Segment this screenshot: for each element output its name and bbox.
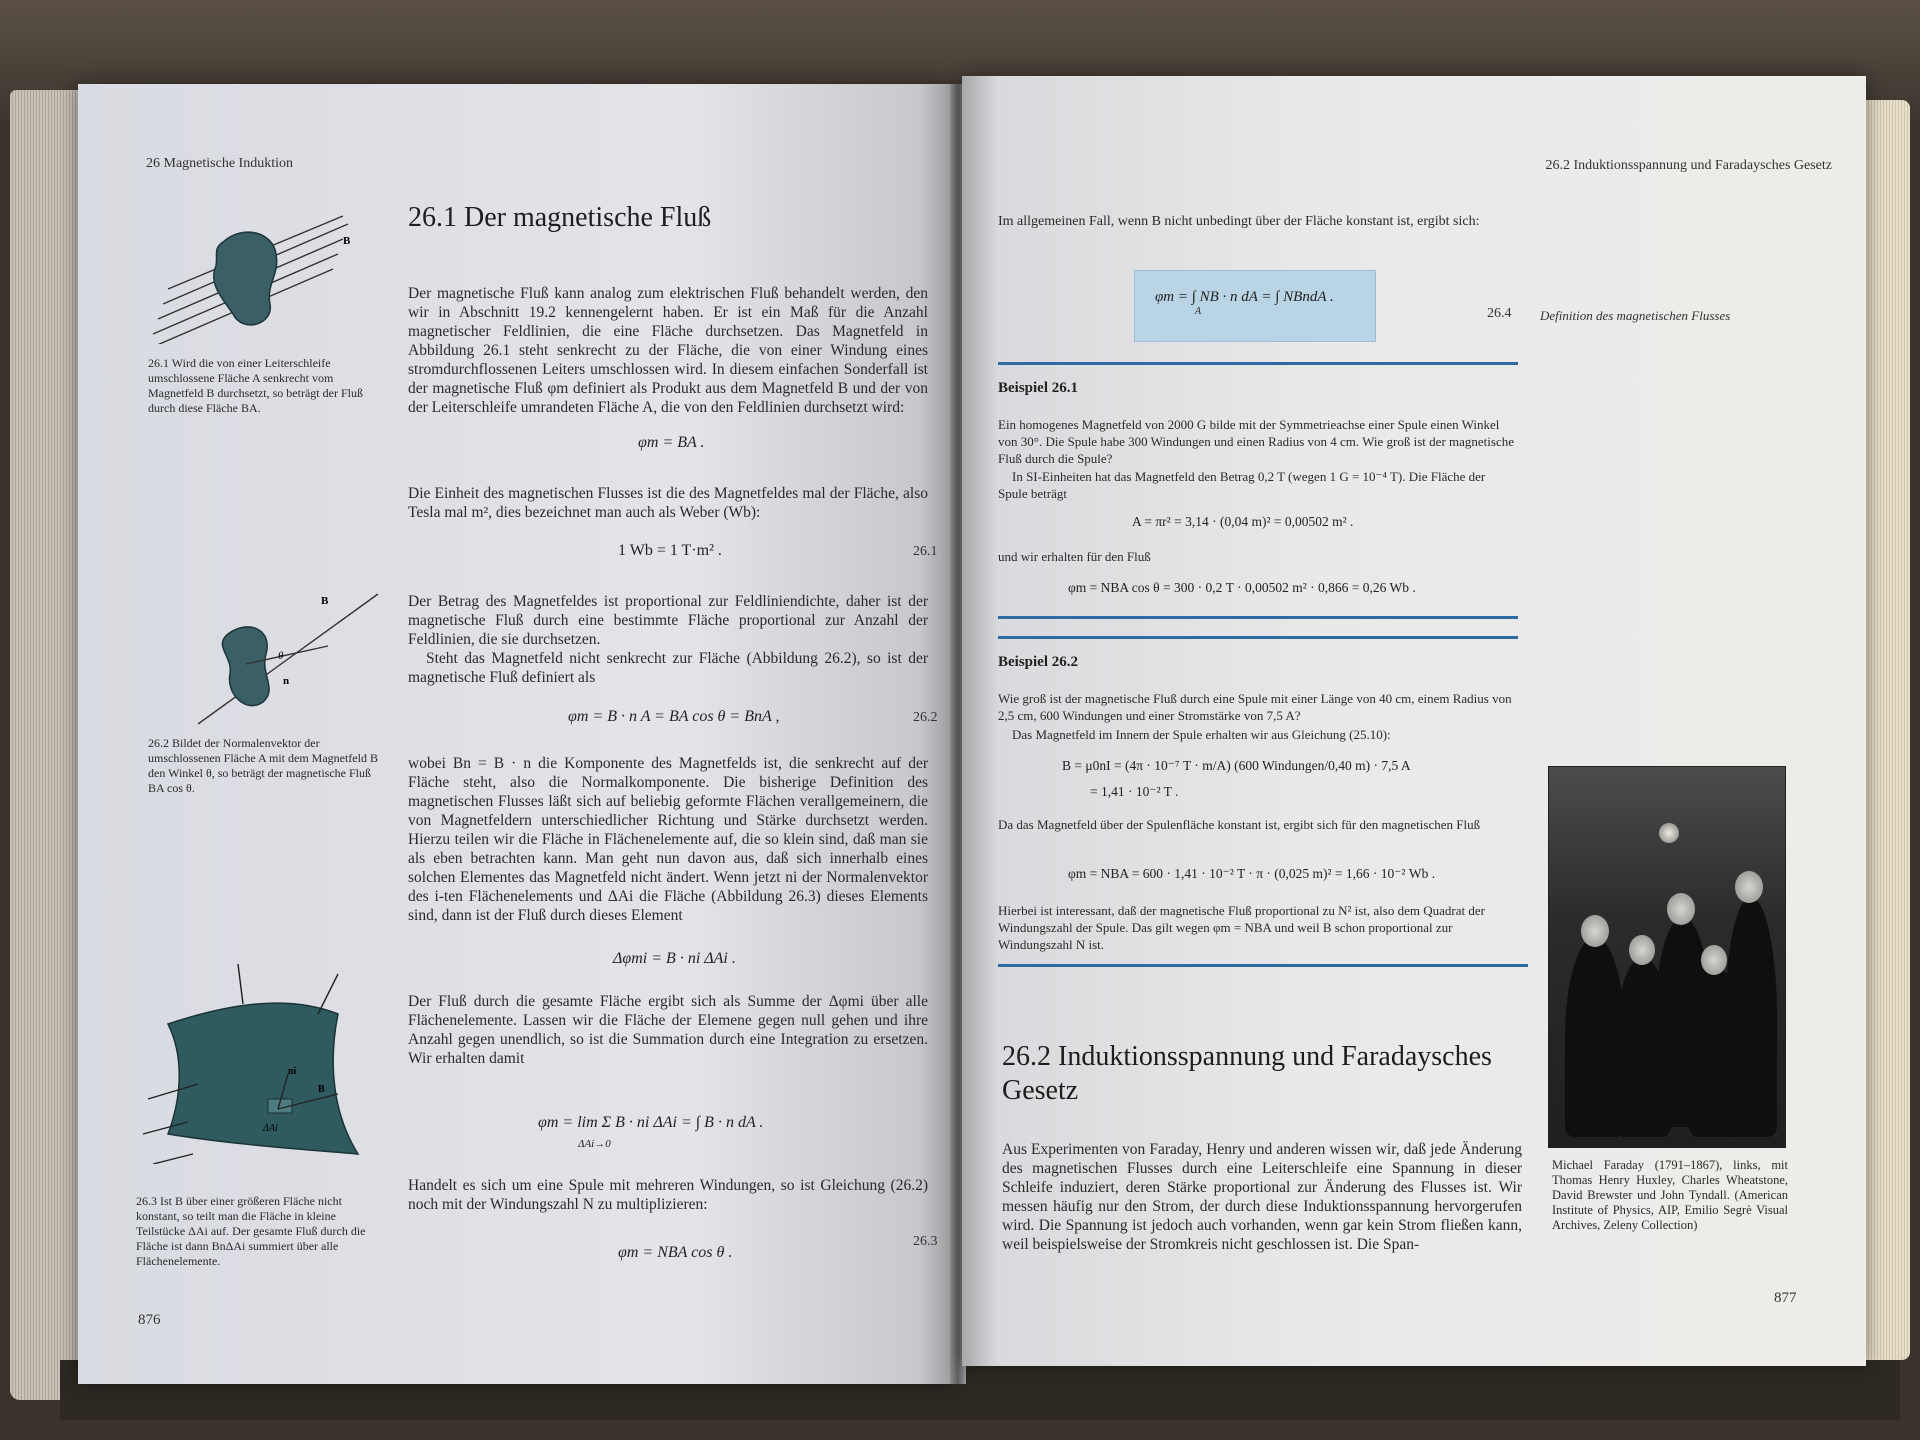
example-rule-top <box>998 362 1518 365</box>
intro-text: Im allgemeinen Fall, wenn B nicht unbedingt über der Fläche konstant ist, ergibt sich: <box>998 214 1480 229</box>
equation-number-26-3: 26.3 <box>913 1234 938 1249</box>
running-head-left: 26 Magnetische Induktion <box>146 156 293 171</box>
fig3-label-b: B <box>318 1084 325 1095</box>
formula-weber: 1 Wb = 1 T·m² . <box>618 542 722 559</box>
historical-photo <box>1548 766 1786 1148</box>
example-26-1-title: Beispiel 26.1 <box>998 380 1079 396</box>
formula-integral: φm = lim Σ B · ni ΔAi = ∫ B · n dA . <box>538 1114 764 1131</box>
example-26-2-text-4: Hierbei ist interessant, daß der magnetische Fluß proportional zu N² ist, also dem Quadrat der Windungszahl der Spule. Das gilt wegen φm = NBA und weil B schon proportional zur Windungszahl N ist. <box>998 903 1485 952</box>
running-head-right: 26.2 Induktionsspannung und Faradaysches Gesetz <box>1545 158 1832 173</box>
section-26-2-paragraph: Aus Experimenten von Faraday, Henry und anderen wissen wir, daß jede Änderung des magnetischen Flusses durch eine Leiterschleife eine Spannung in dieser Schleife induziert, deren Stärke proportional zur Änderung des Flusses ist. Wir messen häufig nur den Strom, der durch diese Induktionsspannung hervorgerufen wird. Die Spannung ist jedoch auch vorhanden, wenn gar kein Strom fließen kann, weil beispielsweise der Stromkreis nicht geschlossen ist. Die Span- <box>1002 1141 1522 1253</box>
example-26-2-text-3: Da das Magnetfeld über der Spulenfläche konstant ist, ergibt sich für den magnetischen Fluß <box>998 817 1481 832</box>
paragraph-6: Der Fluß durch die gesamte Fläche ergibt sich als Summe der Δφmi über alle Flächenelemente. Lassen wir die Fläche der Elemene gegen null gehen und ihre Anzahl gegen unendlich, so ist die Summation durch eine Integration zu ersetzen. Wir erhalten damit <box>408 993 928 1067</box>
normal-arrow <box>318 974 338 1014</box>
margin-note-definition: Definition des magnetischen Flusses <box>1540 308 1731 323</box>
section-title-26-2: 26.2 Induktionsspannung und Faradaysches Gesetz <box>1002 1041 1492 1106</box>
loop-area-shape <box>214 232 277 325</box>
person-face <box>1629 935 1655 965</box>
person-face <box>1701 945 1727 975</box>
person-face <box>1667 893 1695 925</box>
fig2-label-b: B <box>321 595 329 607</box>
caption-26-2: 26.2 Bildet der Normalenvektor der umschlossenen Fläche A mit dem Magnetfeld B den Winkel θ, so beträgt der magnetische Fluß BA cos θ. <box>148 736 378 795</box>
figure-26-3 <box>138 964 388 1164</box>
paragraph-3: Der Betrag des Magnetfeldes ist proportional zur Feldliniendichte, daher ist der magnetische Fluß durch eine bestimmte Fläche proportional zur Anzahl der Feldlinien, die sie durchsetzen. <box>408 593 928 648</box>
formula-delta-phi: Δφmi = B · ni ΔAi . <box>613 950 736 967</box>
fig2-label-theta: θ <box>278 650 284 662</box>
equation-number-26-4: 26.4 <box>1487 306 1512 321</box>
figure-26-2 <box>188 584 388 734</box>
fig2-label-n: n <box>283 675 290 687</box>
example-26-2-text-1: Wie groß ist der magnetische Fluß durch eine Spule mit einer Länge von 40 cm, einem Radius von 2,5 cm, 600 Windungen und einer Stromstärke von 7,5 A? <box>998 691 1512 723</box>
paragraph-2: Die Einheit des magnetischen Flusses ist die des Magnetfeldes mal der Fläche, also Tesla mal m², dies bezeichnet man auch als Weber (Wb): <box>408 485 928 521</box>
field-arrow <box>153 1154 193 1164</box>
example-rule-bottom <box>998 616 1518 619</box>
example-26-1-text-3: und wir erhalten für den Fluß <box>998 549 1151 564</box>
page-number-left: 876 <box>138 1312 161 1328</box>
formula-phi-ba: φm = BA . <box>638 434 705 451</box>
book-page-edges-right <box>1860 100 1910 1360</box>
formula-nba-cos: φm = NBA cos θ . <box>618 1244 733 1261</box>
page-number-right: 877 <box>1774 1290 1797 1306</box>
boxed-formula: φm = ∫ NB · n dA = ∫ NBndA . <box>1155 289 1334 305</box>
example-26-2-formula-2: = 1,41 · 10⁻² T . <box>1090 784 1179 799</box>
example-26-1-formula-1: A = πr² = 3,14 · (0,04 m)² = 0,00502 m² . <box>1132 514 1354 529</box>
caption-26-3: 26.3 Ist B über einer größeren Fläche nicht konstant, so teilt man die Fläche in kleine Teilstücke ΔAi auf. Der gesamte Fluß durch die Fläche ist dann BnΔAi summiert über alle Flächenelemente. <box>136 1194 366 1268</box>
formula-limit-subscript: ΔAi→0 <box>578 1138 611 1150</box>
example-26-1-formula-2: φm = NBA cos θ = 300 · 0,2 T · 0,00502 m² · 0,866 = 0,26 Wb . <box>1068 580 1416 595</box>
photo-caption: Michael Faraday (1791–1867), links, mit Thomas Henry Huxley, Charles Wheatstone, David Brewster und John Tyndall. (American Institute of Physics, AIP, Emilio Segrè Visual Archives, Zeleny Collection) <box>1552 1158 1788 1232</box>
normal-arrow <box>238 964 243 1004</box>
person-silhouette <box>1725 897 1777 1137</box>
example-26-2-formula-3: φm = NBA = 600 · 1,41 · 10⁻² T · π · (0,025 m)² = 1,66 · 10⁻² Wb . <box>1068 866 1436 881</box>
example-rule-top-2 <box>998 636 1518 639</box>
definition-box <box>1134 270 1376 342</box>
example-26-1-text-2: In SI-Einheiten hat das Magnetfeld den Betrag 0,2 T (wegen 1 G = 10⁻⁴ T). Die Fläche der Spule beträgt <box>998 469 1486 501</box>
lamp-glow <box>1659 823 1679 843</box>
paragraph-7: Handelt es sich um eine Spule mit mehreren Windungen, so ist Gleichung (26.2) noch mit der Windungszahl N zu multiplizieren: <box>408 1177 928 1213</box>
paragraph-5: wobei Bn = B · n die Komponente des Magnetfelds ist, die senkrecht auf der Fläche steht, also die Normalkomponente. Die bisherige Definition des magnetischen Flusses läßt sich auf beliebig geformte Flächen verallgemeinern, die von Magnetfeldern unterschiedlicher Richtung und Stärke durchsetzt werden. Hierzu teilen wir die Fläche in Flächenelemente auf, die so klein sind, daß man sie als eben betrachten kann. Man geht nun davon aus, daß sich innerhalb eines solchen Elementes das Magnetfeld nicht ändert. Wenn jetzt ni der Normalenvektor des i-ten Flächenelements und ΔAi die Fläche (Abbildung 26.3) dieses Elements sind, dann ist der Fluß durch dieses Element <box>408 755 928 924</box>
boxed-formula-subscript: A <box>1195 306 1202 317</box>
example-26-1-text-1: Ein homogenes Magnetfeld von 2000 G bilde mit der Symmetrieachse einer Spule einen Winkel von 30°. Die Spule habe 300 Windungen und einen Radius von 4 cm. Wie groß ist der magnetische Fluß durch die Spule? <box>998 417 1514 466</box>
figure-26-1 <box>148 214 358 344</box>
formula-phi-cos: φm = B · n A = BA cos θ = BnA , <box>568 708 780 725</box>
tilted-area-shape <box>222 627 269 706</box>
paragraph-4: Steht das Magnetfeld nicht senkrecht zur Fläche (Abbildung 26.2), so ist der magnetische Fluß definiert als <box>408 650 928 686</box>
right-page <box>962 76 1866 1366</box>
fig1-label-b: B <box>343 235 351 247</box>
left-page <box>78 84 954 1384</box>
example-26-2-formula-1: B = μ0nI = (4π · 10⁻⁷ T · m/A) (600 Windungen/0,40 m) · 7,5 A <box>1062 758 1411 773</box>
person-face <box>1735 871 1763 903</box>
fig3-label-n: ni <box>288 1066 297 1077</box>
paragraph-1: Der magnetische Fluß kann analog zum elektrischen Fluß behandelt werden, den wir in Abschnitt 19.2 kennengelernt haben. Er ist ein Maß für die Anzahl magnetischer Feldlinien, die eine Fläche durchsetzen. Das Magnetfeld in Abbildung 26.1 steht senkrecht zu der Fläche, die von einer Windung eines stromdurchflossenen Leiters umschlossen wird. In diesem einfachen Sonderfall ist der magnetische Fluß φm definiert als Produkt aus dem Magnetfeld B und der von der Leiterschleife umrandeten Fläche A, die von den Feldlinien durchsetzt wird: <box>408 285 928 416</box>
equation-number-26-2: 26.2 <box>913 710 938 725</box>
person-face <box>1581 915 1609 947</box>
example-rule-bottom-2 <box>998 964 1528 967</box>
example-26-2-title: Beispiel 26.2 <box>998 654 1079 670</box>
example-26-2-text-2: Das Magnetfeld im Innern der Spule erhalten wir aus Gleichung (25.10): <box>1012 727 1391 742</box>
caption-26-1: 26.1 Wird die von einer Leiterschleife umschlossene Fläche A senkrecht vom Magnetfeld B durchsetzt, so beträgt der Fluß durch diese Fläche BA. <box>148 356 363 415</box>
section-title-26-1: 26.1 Der magnetische Fluß <box>408 202 712 233</box>
field-arrow <box>198 594 378 724</box>
fig3-label-da: ΔAi <box>263 1123 278 1134</box>
equation-number-26-1: 26.1 <box>913 544 938 559</box>
